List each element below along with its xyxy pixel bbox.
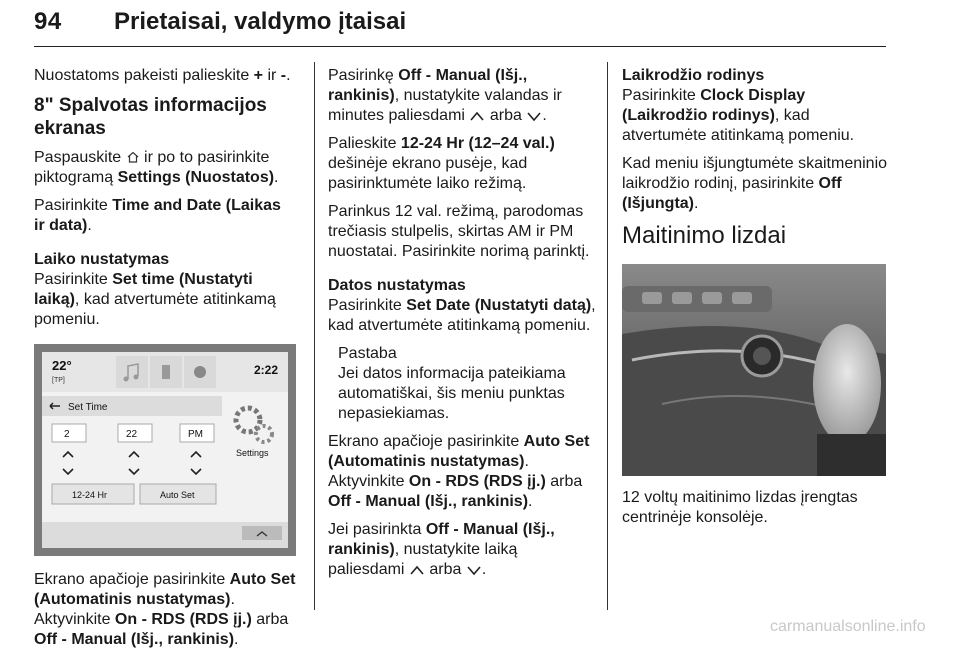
- paragraph: Jei pasirinkta Off - Manual (Išj., rankinis), nustatykite laiką paliesdami arba .: [328, 521, 555, 578]
- paragraph: Ekrano apačioje pasirinkite Auto Set (Automatinis nustatymas). Aktyvinkite On - RDS (RDS įj.) arba Off - Manual (Išj., rankinis).: [328, 433, 590, 510]
- paragraph: Paspauskite ir po to pasirinkite piktogramą Settings (Nuostatos).: [34, 149, 279, 186]
- gear-shift-knob: [813, 324, 881, 444]
- note-box: [338, 344, 596, 424]
- section-heading: Maitinimo lizdai: [622, 222, 787, 249]
- chevron-up-icon: [409, 564, 425, 576]
- tp-indicator: [TP]: [52, 377, 65, 384]
- chevron-up-icon: [469, 110, 485, 122]
- subheading: Laikrodžio rodinys: [622, 67, 765, 84]
- paragraph: Parinkus 12 val. režimą, parodomas trečiasis stulpelis, skirtas AM ir PM nuostatai. Pasirinkite norimą parinktį.: [328, 203, 590, 260]
- page-header: [34, 4, 886, 42]
- page-number: 94: [34, 8, 62, 35]
- set-time-screen-illustration: [34, 344, 296, 556]
- paragraph: Kad meniu išjungtumėte skaitmeninio laikrodžio rodinį, pasirinkite Off (Išjungta).: [622, 155, 888, 212]
- svg-text:12-24 Hr: 12-24 Hr: [72, 490, 108, 500]
- svg-text:22: 22: [126, 429, 138, 440]
- settings-label: Settings: [236, 448, 269, 458]
- temperature-readout: 22°: [52, 358, 72, 373]
- phone-icon: [162, 365, 170, 379]
- paragraph: Nuostatoms pakeisti palieskite + ir -.: [34, 67, 291, 84]
- subheading: Laiko nustatymas: [34, 251, 170, 268]
- paragraph: Ekrano apačioje pasirinkite Auto Set (Automatinis nustatymas). Aktyvinkite On - RDS (RDS įj.) arba Off - Manual (Išj., rankinis).: [34, 571, 296, 648]
- column-divider-2: [607, 62, 608, 610]
- header-rule: [34, 46, 886, 47]
- hour-up-icon[interactable]: [63, 452, 73, 457]
- paragraph: Palieskite 12-24 Hr (12–24 val.) dešinėje ekrano pusėje, kad pasirinktumėte laiko režimą.: [328, 135, 555, 192]
- column-2: [328, 66, 596, 588]
- chevron-down-icon: [466, 564, 482, 576]
- clock-readout: 2:22: [254, 363, 279, 377]
- column-divider-1: [314, 62, 315, 610]
- ampm-down-icon[interactable]: [191, 469, 201, 474]
- chevron-down-icon: [526, 110, 542, 122]
- note-text: Jei datos informacija pateikiama automatiškai, šis meniu punktas nepasiekiamas.: [338, 365, 566, 422]
- column-1: [34, 66, 296, 658]
- paragraph: Pasirinkite Time and Date (Laikas ir data).: [34, 197, 281, 234]
- svg-text:Auto Set: Auto Set: [160, 490, 195, 500]
- paragraph: Pasirinkite Clock Display (Laikrodžio rodinys), kad atvertumėte atitinkamą pomeniu.: [622, 87, 855, 144]
- minute-up-icon[interactable]: [129, 452, 139, 457]
- svg-text:2: 2: [64, 429, 70, 440]
- power-outlet-photo: [622, 264, 886, 476]
- paragraph: Pasirinkite Set time (Nustatyti laiką), kad atvertumėte atitinkamą pomeniu.: [34, 271, 276, 328]
- settings-gear-icon[interactable]: [236, 408, 272, 442]
- subheading: Datos nustatymas: [328, 277, 466, 294]
- hour-down-icon[interactable]: [63, 469, 73, 474]
- paragraph: Pasirinkite Set Date (Nustatyti datą), kad atvertumėte atitinkamą pomeniu.: [328, 297, 596, 334]
- svg-text:PM: PM: [188, 429, 203, 440]
- scroll-up-button[interactable]: [242, 526, 282, 540]
- apps-icon: [194, 366, 206, 378]
- section-heading: 8" Spalvotas informacijos ekranas: [34, 95, 267, 139]
- set-time-screen: [42, 352, 288, 548]
- column-3: [622, 66, 888, 536]
- paragraph: Pasirinkę Off - Manual (Išj., rankinis), nustatykite valandas ir minutes paliesdami arba .: [328, 67, 562, 124]
- home-icon: [126, 150, 140, 164]
- watermark: carmanualsonline.info: [770, 618, 926, 635]
- minute-down-icon[interactable]: [129, 469, 139, 474]
- screen-title: Set Time: [68, 402, 108, 413]
- figure-caption: 12 voltų maitinimo lizdas įrengtas centrinėje konsolėje.: [622, 489, 858, 526]
- page-title: Prietaisai, valdymo įtaisai: [114, 8, 407, 35]
- ampm-up-icon[interactable]: [191, 452, 201, 457]
- note-title: Pastaba: [338, 345, 397, 362]
